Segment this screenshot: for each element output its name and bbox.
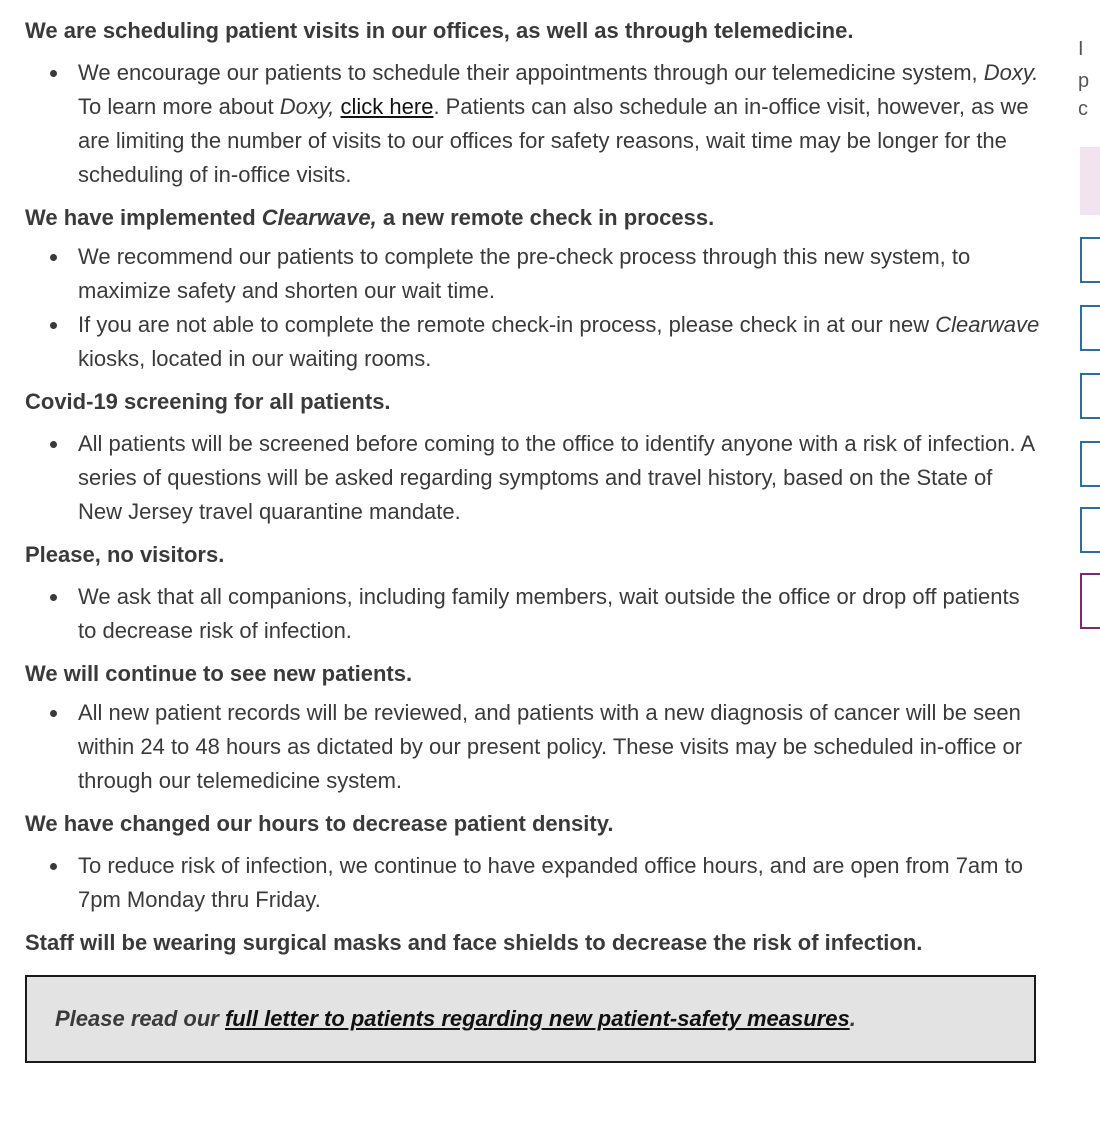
sidebar-button[interactable] <box>1080 573 1100 629</box>
section-heading-clearwave <box>25 201 1040 235</box>
bullet-list <box>25 696 1040 798</box>
section-heading-masks: Staff will be wearing surgical masks and face shields to decrease the risk of infection. <box>25 930 923 955</box>
sidebar-text-fragment: c <box>1078 98 1088 120</box>
section-heading-screening: Covid-19 screening for all patients. <box>25 389 391 414</box>
item-text: If you are not able to complete the remote check-in process, please check in at our new <box>78 312 936 337</box>
item-text: To learn more about <box>78 94 280 119</box>
callout-text: . <box>849 1006 856 1031</box>
sidebar-text-fragment: p <box>1078 70 1090 92</box>
full-letter-link[interactable]: full letter to patients regarding new patient-safety measures <box>224 1006 850 1031</box>
callout-text: Please read our <box>55 1006 225 1031</box>
doxy-name: Doxy, <box>279 94 335 119</box>
sidebar-button[interactable] <box>1080 441 1100 487</box>
sidebar-text-fragment: I <box>1078 38 1084 60</box>
heading-text: a new remote check in process. <box>376 205 715 230</box>
section-heading-no-visitors: Please, no visitors. <box>25 542 225 567</box>
item-text: . Patients can also schedule an in-office visit, however, as we are limiting the number of visits to our offices for safety reasons, wait time may be longer for the scheduling of in-office visits. <box>78 94 1029 187</box>
clearwave-name: Clearwave <box>935 312 1040 337</box>
sidebar-button[interactable] <box>1080 305 1100 351</box>
bullet-list <box>25 56 1040 192</box>
sidebar-button[interactable] <box>1080 507 1100 553</box>
list-item: All patients will be screened before coming to the office to identify anyone with a risk of infection. A series of questions will be asked regarding symptoms and travel history, based on the State of New Jersey travel quarantine mandate. <box>78 427 1040 529</box>
main-content <box>25 14 1040 1063</box>
section-heading-hours: We have changed our hours to decrease patient density. <box>25 811 614 836</box>
letter-callout-box <box>25 975 1036 1063</box>
list-item <box>78 56 1040 192</box>
list-item: We ask that all companions, including family members, wait outside the office or drop off patients to decrease risk of infection. <box>78 580 1040 648</box>
heading-text: We have implemented <box>25 205 262 230</box>
doxy-name: Doxy. <box>983 60 1039 85</box>
section-heading-new-patients: We will continue to see new patients. <box>25 661 413 686</box>
list-item: All new patient records will be reviewed, and patients with a new diagnosis of cancer will be seen within 24 to 48 hours as dictated by our present policy. These visits may be scheduled in-office or through our telemedicine system. <box>78 696 1040 798</box>
bullet-list <box>25 240 1040 376</box>
item-text: kiosks, located in our waiting rooms. <box>78 346 432 371</box>
sidebar-button[interactable] <box>1080 373 1100 419</box>
section-heading-telemedicine: We are scheduling patient visits in our offices, as well as through telemedicine. <box>25 18 854 43</box>
list-item: We recommend our patients to complete the pre-check process through this new system, to maximize safety and shorten our wait time. <box>78 240 1040 308</box>
doxy-click-here-link[interactable]: click here <box>340 94 434 119</box>
bullet-list <box>25 849 1040 917</box>
item-text: We encourage our patients to schedule their appointments through our telemedicine system, <box>78 60 984 85</box>
bullet-list <box>25 580 1040 648</box>
list-item: To reduce risk of infection, we continue to have expanded office hours, and are open from 7am to 7pm Monday thru Friday. <box>78 849 1040 917</box>
list-item <box>78 308 1040 376</box>
sidebar-panel <box>1080 147 1100 215</box>
bullet-list <box>25 427 1040 529</box>
sidebar-button[interactable] <box>1080 237 1100 283</box>
clearwave-name: Clearwave, <box>261 205 377 230</box>
